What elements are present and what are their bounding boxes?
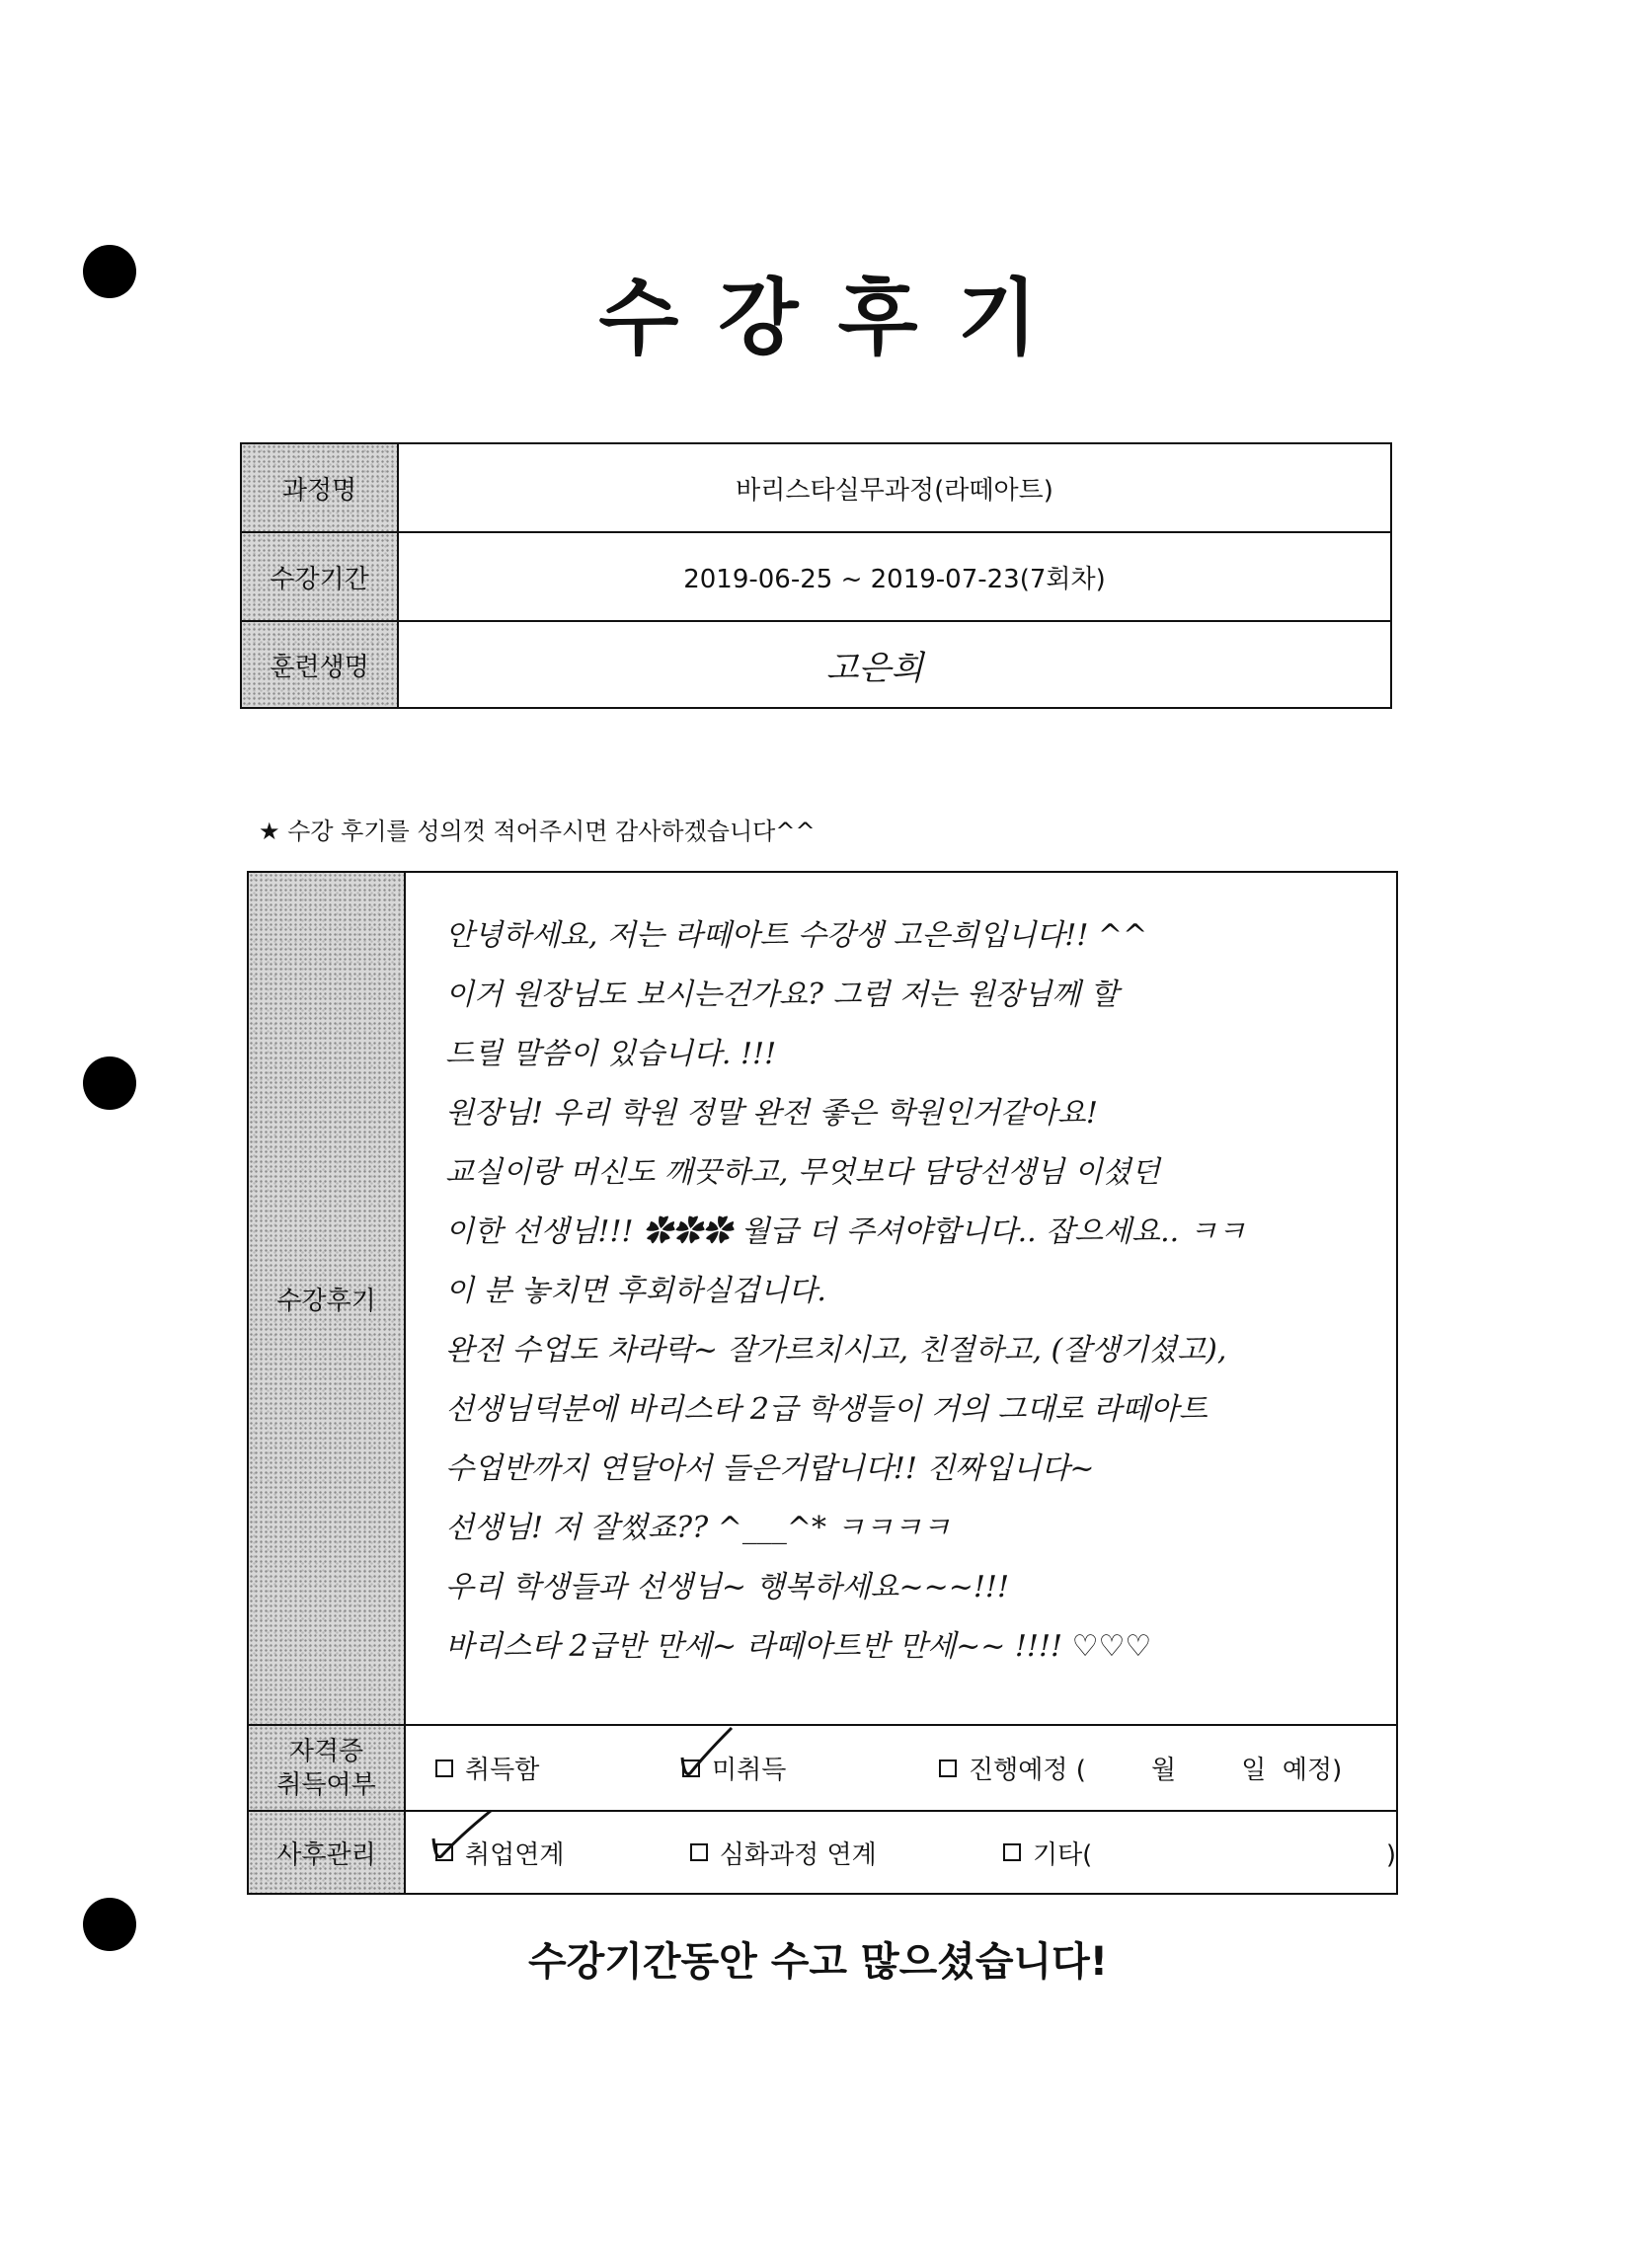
review-line: 완전 수업도 차라락~ 잘가르치시고, 친절하고, (잘생기셨고),	[445, 1333, 1227, 1368]
review-line: 바리스타 2급반 만세~ 라떼아트반 만세~~ !!!! ♡♡♡	[445, 1629, 1152, 1664]
review-line: 이 분 놓치면 후회하실겁니다.	[445, 1274, 826, 1308]
period-row	[241, 532, 1391, 621]
certificate-label-line2: 취득여부	[276, 1769, 376, 1800]
review-body	[405, 872, 1397, 1725]
option-label: 미취득	[712, 1756, 787, 1785]
review-line: 원장님! 우리 학원 정말 완전 좋은 학원인거같아요!	[445, 1096, 1098, 1131]
option-other[interactable]	[1003, 1835, 1396, 1871]
option-job-link[interactable]	[435, 1835, 690, 1871]
review-line: 안녕하세요, 저는 라떼아트 수강생 고은희입니다!! ^^	[445, 918, 1148, 953]
review-table	[247, 871, 1398, 1895]
option-label: 심화과정 연계	[719, 1839, 877, 1870]
option-not-acquired[interactable]	[682, 1750, 939, 1786]
certificate-row	[248, 1725, 1397, 1811]
review-line: 교실이랑 머신도 깨끗하고, 무엇보다 담당선생님 이셨던	[445, 1155, 1160, 1190]
checkbox-icon[interactable]	[690, 1843, 708, 1861]
punch-hole-middle	[83, 1056, 136, 1110]
review-lines	[406, 873, 1396, 1686]
option-advanced-course[interactable]	[690, 1835, 1003, 1871]
option-label: 취업연계	[465, 1839, 565, 1870]
option-label: 진행예정 ( 월 일 예정)	[969, 1756, 1343, 1785]
option-planned[interactable]	[939, 1750, 1342, 1786]
option-label: 취득함	[465, 1756, 540, 1785]
course-row	[241, 443, 1391, 532]
page-title: 수강후기	[598, 270, 1077, 366]
checkbox-icon[interactable]	[435, 1760, 453, 1777]
trainee-name-handwritten: 고은희	[825, 648, 924, 688]
aftercare-label: 사후관리	[248, 1811, 405, 1894]
review-line: 수업반까지 연달아서 들은거랍니다!! 진짜입니다~	[445, 1451, 1095, 1486]
review-line: 선생님! 저 잘썼죠?? ^___^* ㅋㅋㅋㅋ	[445, 1511, 951, 1545]
checkmark-icon	[429, 1809, 499, 1868]
review-line: 이한 선생님!!! ✿✿✿ 월급 더 주셔야합니다.. 잡으세요.. ㅋㅋ	[445, 1214, 1246, 1249]
period-value: 2019-06-25 ~ 2019-07-23(7회차)	[398, 532, 1391, 621]
certificate-options	[406, 1750, 1396, 1786]
trainee-label: 훈련생명	[241, 621, 398, 708]
course-label: 과정명	[241, 443, 398, 532]
trainee-row	[241, 621, 1391, 708]
checkbox-icon[interactable]	[939, 1760, 957, 1777]
review-line: 선생님덕분에 바리스타 2급 학생들이 거의 그대로 라떼아트	[445, 1392, 1208, 1427]
review-label: 수강후기	[248, 872, 405, 1725]
option-acquired[interactable]	[435, 1750, 682, 1786]
review-line: 이거 원장님도 보시는건가요? 그럼 저는 원장님께 할	[445, 978, 1119, 1012]
aftercare-options	[406, 1835, 1396, 1871]
certificate-label	[248, 1725, 405, 1811]
course-info-table	[240, 442, 1392, 709]
footer-message: 수강기간동안 수고 많으셨습니다!	[527, 1939, 1109, 1985]
review-row	[248, 872, 1397, 1725]
review-line: 우리 학생들과 선생님~ 행복하세요~~~!!!	[445, 1570, 1010, 1604]
checkmark-icon	[676, 1724, 745, 1783]
course-value: 바리스타실무과정(라떼아트)	[398, 443, 1391, 532]
aftercare-row	[248, 1811, 1397, 1894]
checkbox-icon[interactable]	[1003, 1843, 1021, 1861]
review-notice: ★ 수강 후기를 성의껏 적어주시면 감사하겠습니다^^	[259, 818, 816, 845]
certificate-label-line1: 자격증	[288, 1736, 364, 1766]
review-line: 드릴 말씀이 있습니다. !!!	[445, 1037, 777, 1071]
period-label: 수강기간	[241, 532, 398, 621]
option-label: 기타( )	[1032, 1839, 1396, 1870]
